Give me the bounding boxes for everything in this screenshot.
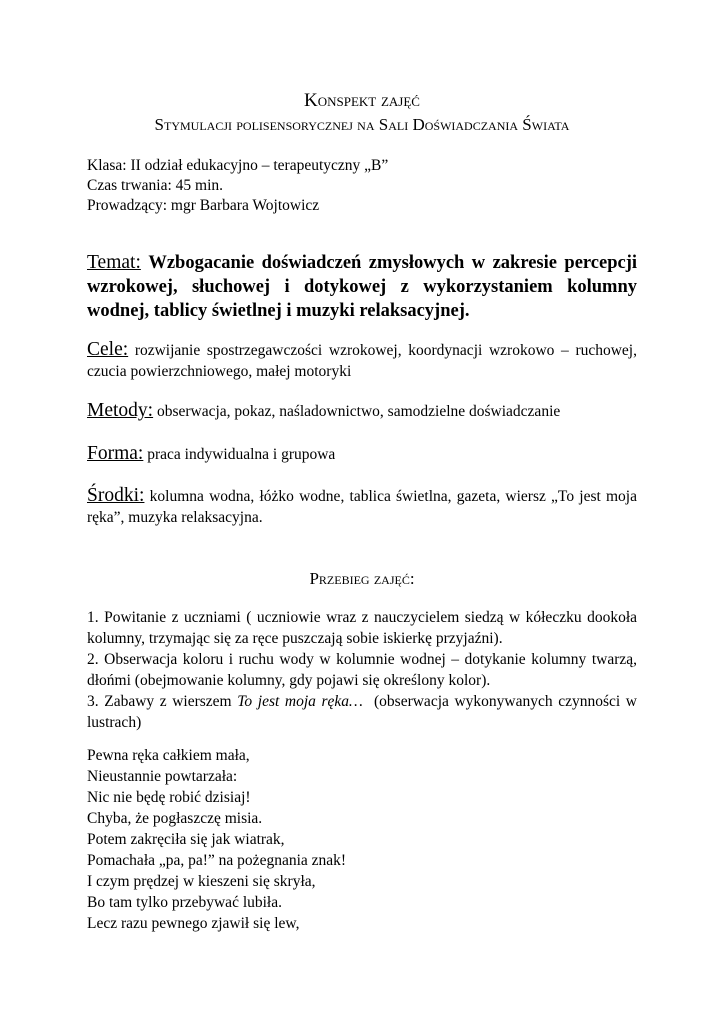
temat-section [87, 251, 637, 323]
step-3-prefix: 3. Zabawy z wierszem [87, 693, 238, 710]
cele-label: Cele: [87, 339, 129, 360]
poem-line: Pomachała „pa, pa!” na pożegnania znak! [87, 852, 347, 869]
step-3-poem-title: To jest moja ręka… [237, 693, 363, 710]
document-subtitle: Stymulacji polisensorycznej na Sali Doświadczania Świata [154, 115, 570, 134]
srodki-section [87, 485, 637, 528]
meta-prowadzacy: Prowadzący: mgr Barbara Wojtowicz [87, 197, 320, 214]
cele-section [87, 339, 637, 382]
step-2: 2. Obserwacja koloru i ruchu wody w kolumnie wodnej – dotykanie kolumny twarzą, dłońmi (obejmowanie kolumny, gdy pojawi się określony kolor). [87, 651, 637, 689]
document-title: Konspekt zajęć [304, 90, 420, 111]
poem-line: Bo tam tylko przebywać lubiła. [87, 894, 282, 911]
poem-line: I czym prędzej w kieszeni się skryła, [87, 873, 316, 890]
temat-text: Wzbogacanie doświadczeń zmysłowych w zakresie percepcji wzrokowej, słuchowej i dotykowej z wykorzystaniem kolumny wodnej, tablicy świetlnej i muzyki relaksacyjnej. [87, 253, 637, 321]
forma-section [87, 443, 637, 465]
srodki-text: kolumna wodna, łóżko wodne, tablica świetlna, gazeta, wiersz „To jest moja ręka”, muzyka relaksacyjna. [87, 488, 637, 526]
temat-label: Temat: [87, 252, 141, 273]
poem-line: Lecz razu pewnego zjawił się lew, [87, 915, 300, 932]
metody-text: obserwacja, pokaz, naśladownictwo, samodzielne doświadczanie [156, 403, 561, 420]
srodki-label: Środki: [87, 485, 145, 506]
step-1: 1. Powitanie z uczniami ( uczniowie wraz z nauczycielem siedzą w kółeczku dookoła kolumny, trzymając się za ręce puszczają sobie iskierkę przyjaźni). [87, 609, 637, 647]
metody-section [87, 400, 637, 422]
poem-line: Chyba, że pogłaszczę misia. [87, 810, 263, 827]
forma-label: Forma: [87, 443, 144, 464]
przebieg-heading: Przebieg zajęć: [309, 569, 415, 588]
poem-line: Potem zakręciła się jak wiatrak, [87, 831, 285, 848]
meta-klasa: Klasa: II odział edukacyjno – terapeutyczny „B” [87, 157, 389, 174]
cele-text: rozwijanie spostrzegawczości wzrokowej, koordynacji wzrokowo – ruchowej, czucia powierzchniowego, małej motoryki [87, 342, 637, 380]
step-3 [87, 691, 641, 733]
poem [87, 745, 346, 934]
meta-czas: Czas trwania: 45 min. [87, 177, 224, 194]
poem-line: Nieustannie powtarzała: [87, 768, 238, 785]
przebieg-steps [87, 607, 641, 733]
forma-text: praca indywidualna i grupowa [147, 446, 336, 463]
metody-label: Metody: [87, 400, 154, 421]
meta-block [87, 156, 388, 216]
step-3-suffix: (obserwacja wykonywanych czynności w lustrach) [87, 693, 641, 731]
poem-line: Pewna ręka całkiem mała, [87, 747, 250, 764]
poem-line: Nic nie będę robić dzisiaj! [87, 789, 251, 806]
